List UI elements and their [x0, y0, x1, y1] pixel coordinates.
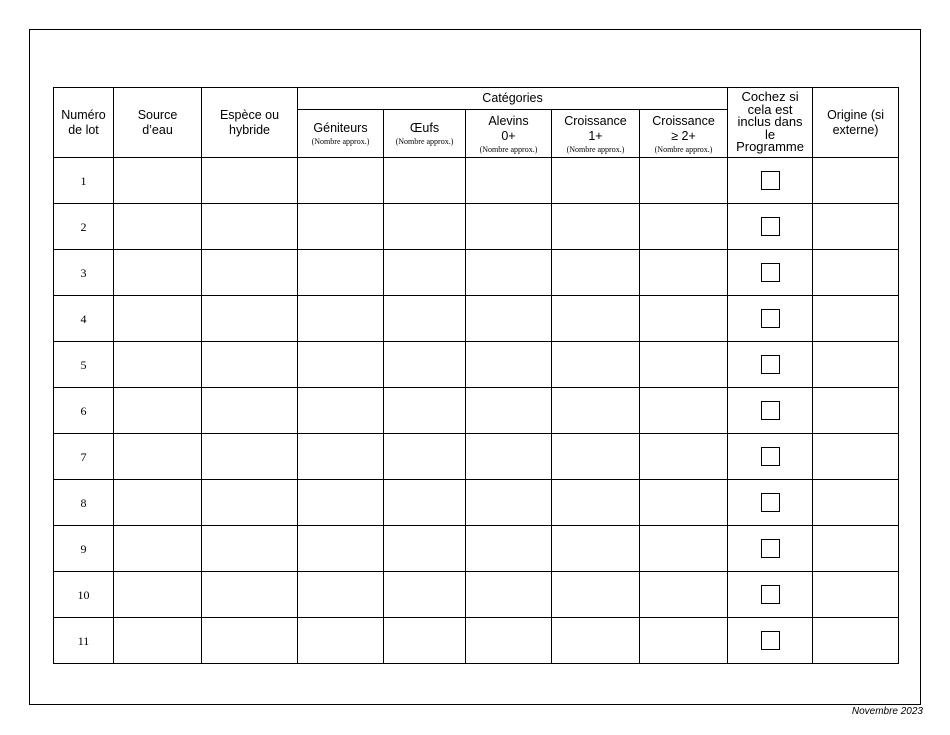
entry-cell[interactable]	[552, 296, 640, 342]
program-checkbox[interactable]	[761, 447, 780, 466]
entry-cell[interactable]	[813, 250, 899, 296]
entry-cell[interactable]	[114, 296, 202, 342]
entry-cell[interactable]	[202, 480, 298, 526]
subheader-note: (Nombre approx.)	[654, 144, 713, 154]
lot-number: 7	[80, 449, 87, 464]
subheader-label: Alevins 0+	[488, 113, 529, 143]
table-row	[54, 434, 899, 480]
entry-cell[interactable]	[202, 388, 298, 434]
lot-number: 10	[77, 587, 90, 602]
entry-cell[interactable]	[466, 480, 552, 526]
entry-cell[interactable]	[466, 388, 552, 434]
lot-number-cell	[54, 480, 114, 526]
entry-cell[interactable]	[466, 434, 552, 480]
entry-cell[interactable]	[552, 434, 640, 480]
program-checkbox-cell	[728, 204, 813, 250]
program-checkbox-cell	[728, 526, 813, 572]
lot-number-cell	[54, 526, 114, 572]
entry-cell[interactable]	[298, 434, 384, 480]
entry-cell[interactable]	[466, 618, 552, 664]
subheader-label: Croissance 1+	[564, 113, 627, 143]
entry-cell[interactable]	[813, 572, 899, 618]
entry-cell[interactable]	[640, 342, 728, 388]
entry-cell[interactable]	[202, 526, 298, 572]
program-checkbox[interactable]	[761, 493, 780, 512]
footer-date: Novembre 2023	[851, 706, 923, 717]
entry-cell[interactable]	[640, 296, 728, 342]
program-checkbox[interactable]	[761, 631, 780, 650]
lot-number-cell	[54, 296, 114, 342]
program-checkbox[interactable]	[761, 539, 780, 558]
program-checkbox[interactable]	[761, 309, 780, 328]
program-checkbox-cell	[728, 388, 813, 434]
lot-number-cell	[54, 388, 114, 434]
header-origin-label: Origine (si externe)	[827, 107, 885, 137]
entry-cell[interactable]	[114, 204, 202, 250]
entry-cell[interactable]	[640, 572, 728, 618]
program-checkbox[interactable]	[761, 585, 780, 604]
header-origin	[813, 88, 899, 158]
entry-cell[interactable]	[298, 342, 384, 388]
entry-cell[interactable]	[552, 526, 640, 572]
table-row	[54, 480, 899, 526]
table-row	[54, 204, 899, 250]
entry-cell[interactable]	[384, 434, 466, 480]
header-checkbox-column-label: Cochez si cela est inclus dans le Programme	[736, 89, 804, 155]
entry-cell[interactable]	[466, 342, 552, 388]
entry-cell[interactable]	[466, 572, 552, 618]
lot-number-cell	[54, 618, 114, 664]
subheader-alevins	[466, 110, 552, 158]
entry-cell[interactable]	[298, 204, 384, 250]
entry-cell[interactable]	[813, 342, 899, 388]
entry-cell[interactable]	[298, 480, 384, 526]
entry-cell[interactable]	[114, 388, 202, 434]
table-row	[54, 526, 899, 572]
entry-cell[interactable]	[813, 480, 899, 526]
subheader-label: Croissance ≥ 2+	[652, 113, 715, 143]
entry-cell[interactable]	[202, 158, 298, 204]
entry-cell[interactable]	[114, 572, 202, 618]
lot-number-cell	[54, 158, 114, 204]
subheader-croissance-2	[640, 110, 728, 158]
lot-number: 8	[80, 495, 87, 510]
entry-cell[interactable]	[813, 526, 899, 572]
header-water-source-label: Source d’eau	[137, 107, 178, 137]
table-row	[54, 618, 899, 664]
program-checkbox-cell	[728, 618, 813, 664]
entry-cell[interactable]	[813, 158, 899, 204]
subheader-note: (Nombre approx.)	[395, 137, 454, 146]
header-lot-number	[54, 88, 114, 158]
program-checkbox[interactable]	[761, 171, 780, 190]
entry-cell[interactable]	[640, 204, 728, 250]
entry-cell[interactable]	[298, 388, 384, 434]
entry-cell[interactable]	[298, 572, 384, 618]
subheader-note: (Nombre approx.)	[311, 137, 370, 146]
entry-cell[interactable]	[640, 434, 728, 480]
subheader-croissance-1	[552, 110, 640, 158]
entry-cell[interactable]	[202, 296, 298, 342]
entry-cell[interactable]	[813, 388, 899, 434]
subheader-label: Géniteurs	[313, 121, 368, 135]
header-species-label: Espèce ou hybride	[219, 107, 280, 137]
entry-cell[interactable]	[384, 296, 466, 342]
entry-cell[interactable]	[466, 204, 552, 250]
entry-cell[interactable]	[202, 342, 298, 388]
program-checkbox[interactable]	[761, 217, 780, 236]
entry-cell[interactable]	[114, 250, 202, 296]
lot-number-cell	[54, 572, 114, 618]
entry-cell[interactable]	[298, 618, 384, 664]
entry-cell[interactable]	[384, 526, 466, 572]
entry-cell[interactable]	[114, 526, 202, 572]
lot-number: 5	[80, 357, 87, 372]
entry-cell[interactable]	[640, 618, 728, 664]
program-checkbox-cell	[728, 342, 813, 388]
table-row	[54, 296, 899, 342]
lot-number-cell	[54, 250, 114, 296]
entry-cell[interactable]	[202, 250, 298, 296]
entry-cell[interactable]	[640, 250, 728, 296]
entry-cell[interactable]	[813, 296, 899, 342]
entry-cell[interactable]	[813, 204, 899, 250]
lot-number: 2	[80, 219, 87, 234]
entry-cell[interactable]	[202, 618, 298, 664]
header-species	[202, 88, 298, 158]
entry-cell[interactable]	[552, 388, 640, 434]
entry-cell[interactable]	[114, 480, 202, 526]
lot-number: 11	[77, 633, 90, 648]
entry-cell[interactable]	[298, 296, 384, 342]
entry-cell[interactable]	[552, 158, 640, 204]
entry-cell[interactable]	[640, 388, 728, 434]
table-row	[54, 572, 899, 618]
entry-cell[interactable]	[384, 618, 466, 664]
subheader-label: Œufs	[409, 121, 440, 135]
entry-cell[interactable]	[298, 250, 384, 296]
entry-cell[interactable]	[298, 526, 384, 572]
subheader-oeufs	[384, 110, 466, 158]
entry-cell[interactable]	[114, 618, 202, 664]
header-categories-label: Catégories	[482, 91, 543, 105]
header-categories	[298, 88, 728, 110]
entry-cell[interactable]	[114, 434, 202, 480]
lot-number: 9	[80, 541, 87, 556]
subheader-geniteurs	[298, 110, 384, 158]
table-row	[54, 342, 899, 388]
entry-cell[interactable]	[384, 342, 466, 388]
lot-inventory-table	[53, 87, 899, 664]
entry-cell[interactable]	[552, 250, 640, 296]
entry-cell[interactable]	[384, 250, 466, 296]
lot-number: 4	[80, 311, 87, 326]
entry-cell[interactable]	[202, 572, 298, 618]
entry-cell[interactable]	[466, 250, 552, 296]
entry-cell[interactable]	[640, 158, 728, 204]
program-checkbox[interactable]	[761, 263, 780, 282]
program-checkbox-cell	[728, 434, 813, 480]
entry-cell[interactable]	[552, 342, 640, 388]
lot-number-cell	[54, 204, 114, 250]
lot-number-cell	[54, 434, 114, 480]
program-checkbox-cell	[728, 296, 813, 342]
entry-cell[interactable]	[640, 526, 728, 572]
entry-cell[interactable]	[384, 158, 466, 204]
program-checkbox-cell	[728, 480, 813, 526]
entry-cell[interactable]	[552, 572, 640, 618]
entry-cell[interactable]	[640, 480, 728, 526]
program-checkbox-cell	[728, 250, 813, 296]
entry-cell[interactable]	[466, 296, 552, 342]
program-checkbox-cell	[728, 158, 813, 204]
table-row	[54, 250, 899, 296]
program-checkbox-cell	[728, 572, 813, 618]
entry-cell[interactable]	[552, 618, 640, 664]
program-checkbox[interactable]	[761, 401, 780, 420]
table-row	[54, 388, 899, 434]
header-lot-number-label: Numéro de lot	[61, 107, 106, 137]
subheader-note: (Nombre approx.)	[566, 144, 625, 154]
lot-number: 3	[80, 265, 87, 280]
entry-cell[interactable]	[298, 158, 384, 204]
entry-cell[interactable]	[384, 572, 466, 618]
entry-cell[interactable]	[384, 480, 466, 526]
entry-cell[interactable]	[114, 158, 202, 204]
subheader-note: (Nombre approx.)	[479, 144, 538, 154]
header-checkbox-column	[728, 88, 813, 158]
table-row	[54, 158, 899, 204]
header-water-source	[114, 88, 202, 158]
program-checkbox[interactable]	[761, 355, 780, 374]
lot-number: 1	[80, 173, 87, 188]
entry-cell[interactable]	[466, 526, 552, 572]
entry-cell[interactable]	[466, 158, 552, 204]
entry-cell[interactable]	[384, 204, 466, 250]
entry-cell[interactable]	[202, 204, 298, 250]
entry-cell[interactable]	[114, 342, 202, 388]
lot-number: 6	[80, 403, 87, 418]
entry-cell[interactable]	[202, 434, 298, 480]
entry-cell[interactable]	[384, 388, 466, 434]
entry-cell[interactable]	[813, 618, 899, 664]
entry-cell[interactable]	[813, 434, 899, 480]
entry-cell[interactable]	[552, 204, 640, 250]
table-body	[54, 158, 899, 664]
lot-number-cell	[54, 342, 114, 388]
entry-cell[interactable]	[552, 480, 640, 526]
